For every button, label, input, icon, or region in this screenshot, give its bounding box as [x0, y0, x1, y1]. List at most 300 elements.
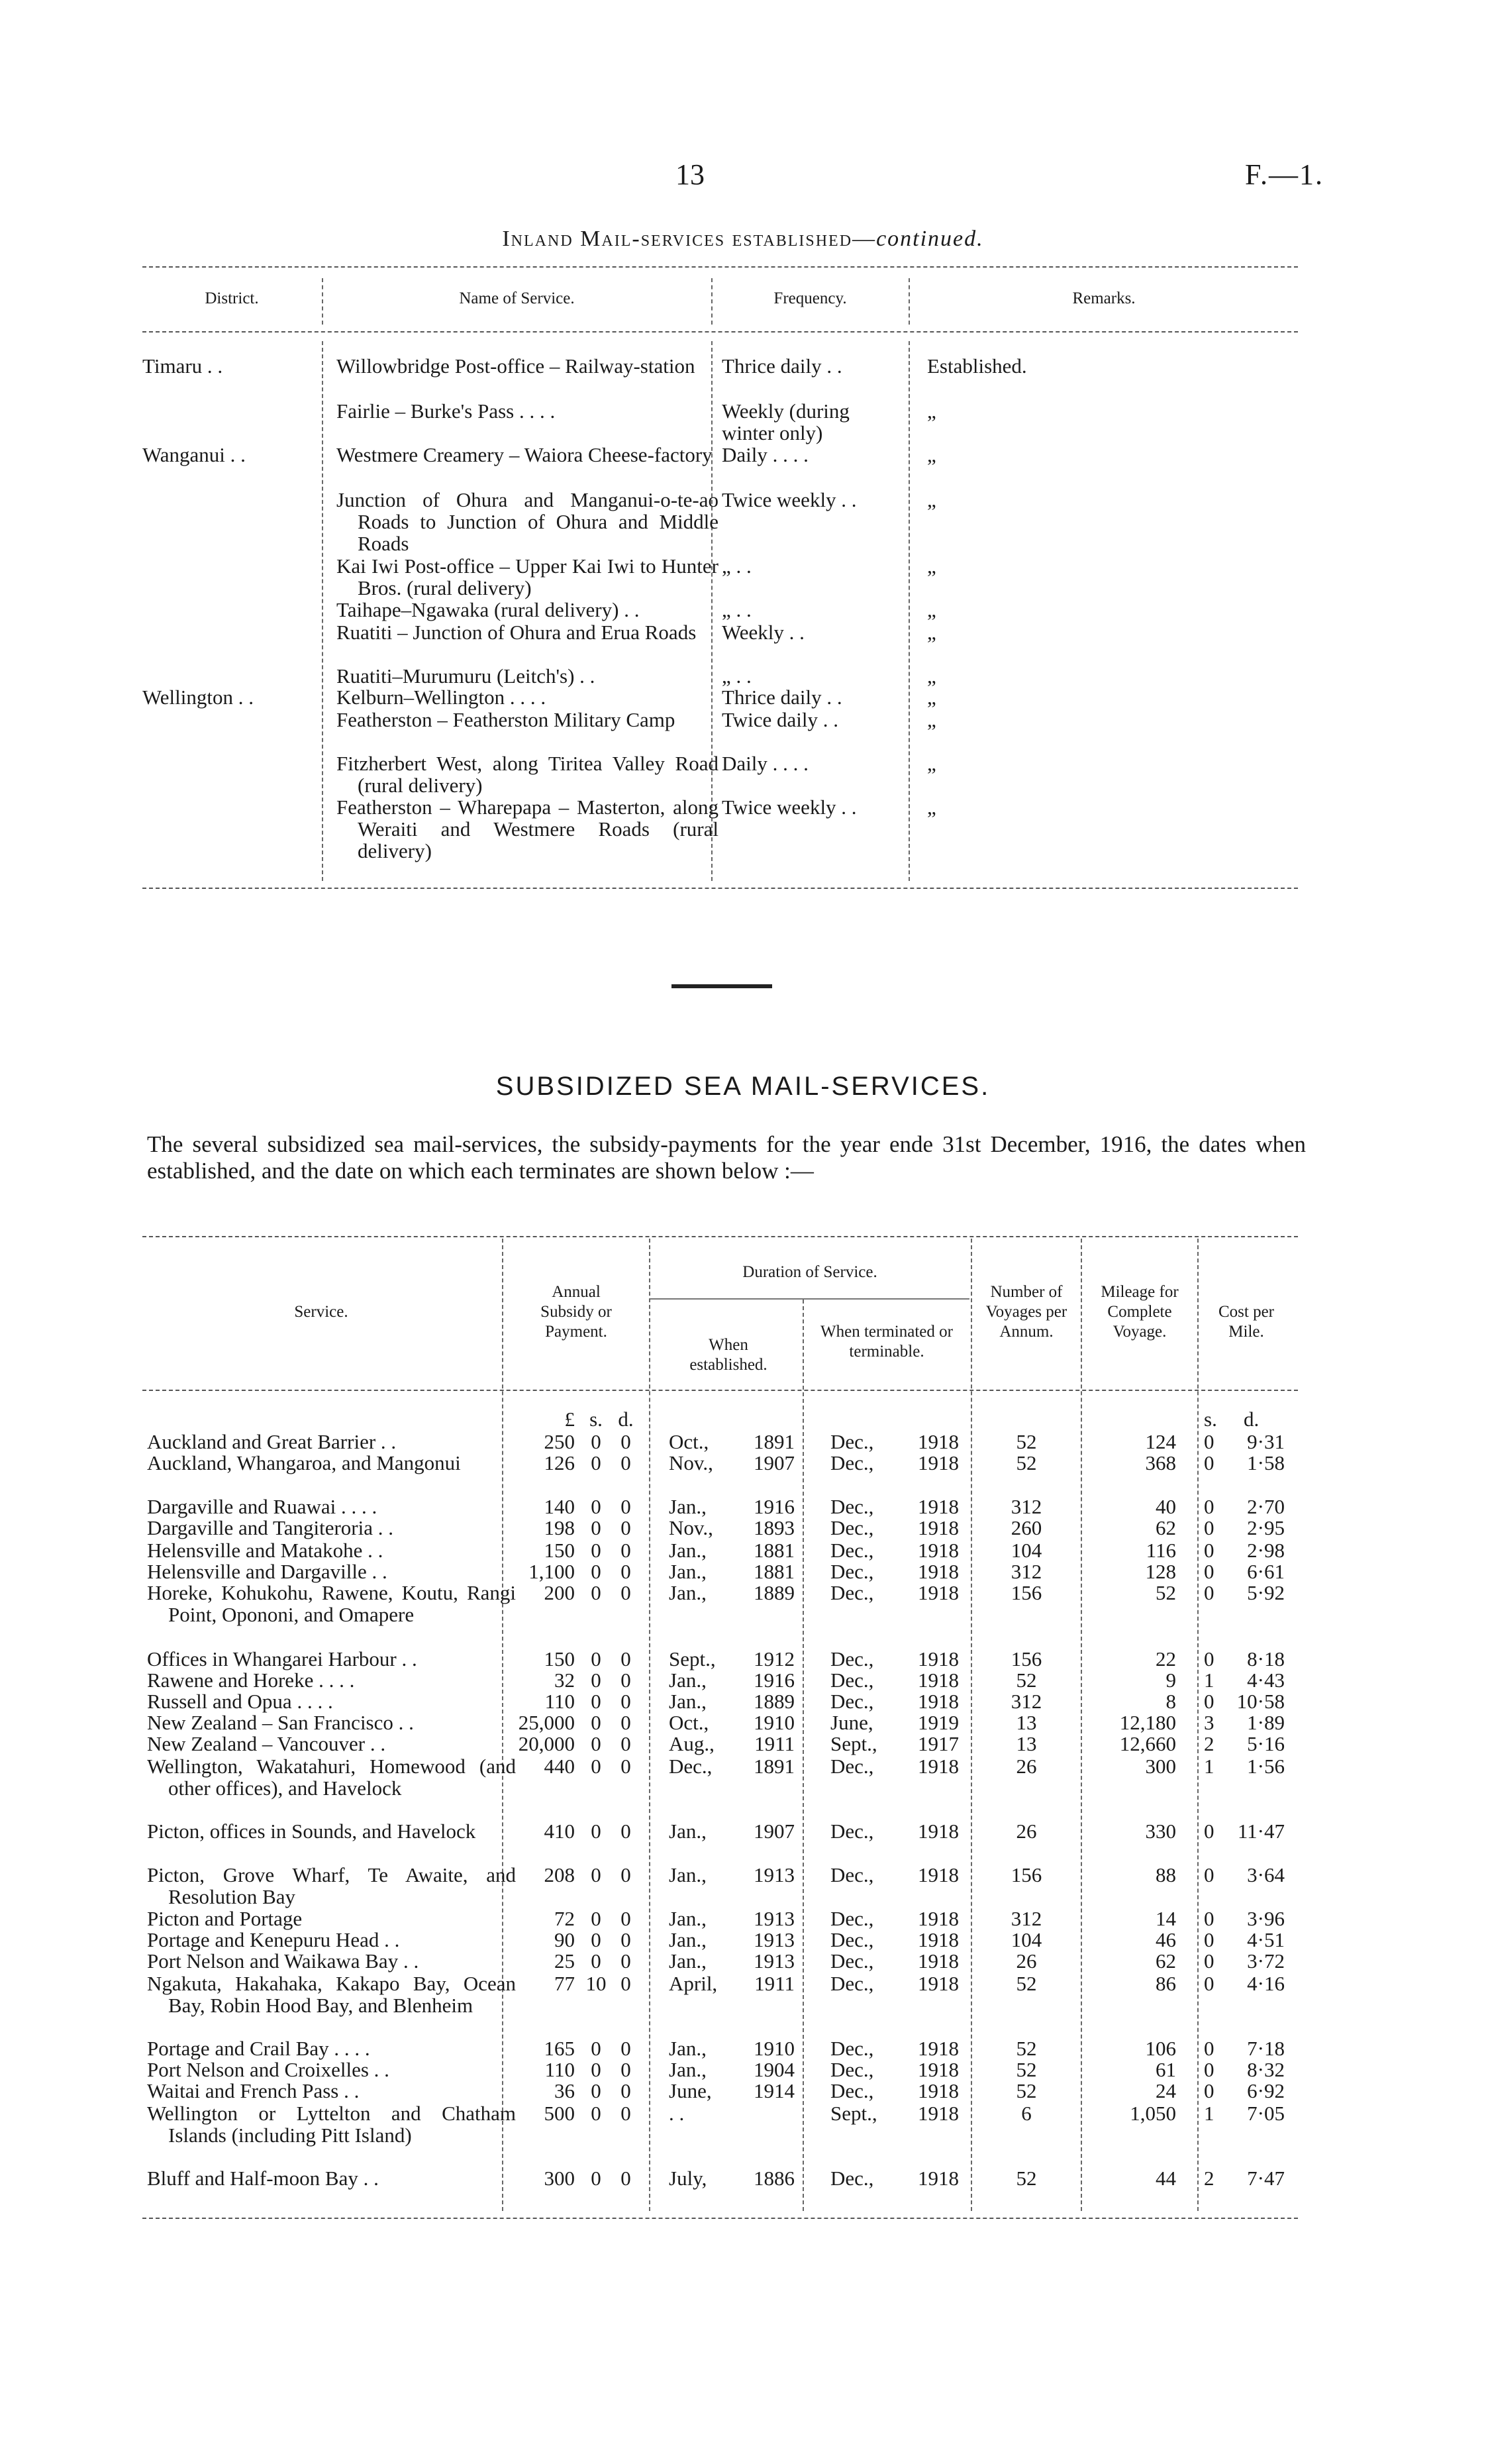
inland-row-frequency: Twice weekly . . — [722, 488, 857, 511]
sea-row-pounds: 110 — [544, 2058, 575, 2081]
sea-row-terminated-year: 1918 — [918, 1755, 959, 1778]
sea-row-voyages: 52 — [1016, 2058, 1037, 2081]
sea-row-terminated-year: 1918 — [918, 1820, 959, 1843]
sea-row-mileage: 12,660 — [1119, 1732, 1176, 1755]
sea-header-voyages: Number of Voyages per Annum. — [985, 1283, 1067, 1341]
sea-row-established-year: 1913 — [754, 1949, 795, 1973]
sea-row-terminated-month: Dec., — [830, 1863, 874, 1886]
sea-row-cost-pence: 2·95 — [1247, 1516, 1285, 1539]
sea-row-established-year: 1907 — [754, 1820, 795, 1843]
sea-row-cost-pence: 3·72 — [1247, 1949, 1285, 1973]
sea-row-established-month: Jan., — [669, 1820, 707, 1843]
inland-row-service: Kelburn–Wellington . . . . — [336, 686, 546, 709]
sea-row-cost-pence: 7·05 — [1247, 2102, 1285, 2125]
sea-row-established-year: 1914 — [754, 2079, 795, 2102]
sea-row-service: Helensville and Dargaville . . — [147, 1560, 387, 1583]
sea-row-voyages: 26 — [1016, 1820, 1037, 1843]
sea-row-cost-pence: 2·98 — [1247, 1539, 1285, 1562]
sea-row-terminated-year: 1919 — [918, 1711, 959, 1734]
sea-row-pounds: 200 — [544, 1581, 575, 1604]
sea-row-terminated-month: Dec., — [830, 1451, 874, 1474]
sea-row-voyages: 156 — [1011, 1863, 1042, 1886]
sea-row-service: Picton, offices in Sounds, and Havelock — [147, 1820, 476, 1843]
sea-row-cost-pence: 6·61 — [1247, 1560, 1285, 1583]
sea-top-rule — [142, 1236, 1298, 1237]
sea-row-cost-shillings: 0 — [1204, 1820, 1214, 1843]
sea-row-service: Wellington or Lyttelton and Chatham Islands (including Pitt Island) — [147, 2102, 516, 2147]
sea-row-terminated-year: 1918 — [918, 1451, 959, 1474]
sea-row-pounds: 500 — [544, 2102, 575, 2125]
sea-row-established-year: 1889 — [754, 1690, 795, 1713]
sea-row-established-month: Jan., — [669, 1668, 707, 1692]
sea-row-terminated-month: Dec., — [830, 1755, 874, 1778]
sea-row-pounds: 126 — [544, 1451, 575, 1474]
sea-row-terminated-month: Dec., — [830, 1560, 874, 1583]
inland-row-frequency: Twice weekly . . — [722, 796, 857, 819]
sea-row-shillings: 0 — [591, 1949, 601, 1973]
inland-row-service: Kai Iwi Post-office – Upper Kai Iwi to Hunter Bros. (rural delivery) — [336, 554, 718, 599]
unit-shillings: s. — [589, 1408, 603, 1431]
sea-row-cost-shillings: 0 — [1204, 1581, 1214, 1604]
sea-row-shillings: 0 — [591, 1560, 601, 1583]
sea-row-terminated-month: Dec., — [830, 1949, 874, 1973]
sea-row-terminated-year: 1918 — [918, 2058, 959, 2081]
sea-row-voyages: 52 — [1016, 2167, 1037, 2190]
sea-row-pounds: 36 — [554, 2079, 575, 2102]
sea-row-established-month: Jan., — [669, 1539, 707, 1562]
sea-row-voyages: 312 — [1011, 1560, 1042, 1583]
sea-duration-rule — [650, 1298, 969, 1300]
inland-row-remarks: „ — [927, 708, 936, 731]
sea-section-title: SUBSIDIZED SEA MAIL-SERVICES. — [495, 1072, 991, 1101]
sea-row-pence: 0 — [620, 1972, 631, 1995]
sea-row-service: Dargaville and Tangiteroria . . — [147, 1516, 393, 1539]
inland-row-service: Ruatiti – Junction of Ohura and Erua Roads — [336, 621, 697, 644]
sea-row-pence: 0 — [620, 1863, 631, 1886]
sea-row-voyages: 52 — [1016, 1668, 1037, 1692]
sea-row-pounds: 110 — [544, 1690, 575, 1713]
sea-row-established-month: Nov., — [669, 1516, 713, 1539]
sea-row-established-month: Jan., — [669, 1907, 707, 1930]
sea-row-mileage: 9 — [1165, 1668, 1176, 1692]
sea-row-established-month: Jan., — [669, 1863, 707, 1886]
sea-row-established-month: Jan., — [669, 2058, 707, 2081]
sea-row-service: Horeke, Kohukohu, Rawene, Koutu, Rangi Point, Opononi, and Omapere — [147, 1581, 516, 1626]
inland-col-divider — [322, 341, 323, 881]
sea-row-cost-shillings: 0 — [1204, 1907, 1214, 1930]
sea-row-cost-shillings: 2 — [1204, 2167, 1214, 2190]
inland-header-district: District. — [205, 289, 259, 307]
sea-row-mileage: 116 — [1146, 1539, 1176, 1562]
sea-row-voyages: 104 — [1011, 1928, 1042, 1951]
sea-row-established-month: Jan., — [669, 1928, 707, 1951]
sea-row-mileage: 86 — [1156, 1972, 1176, 1995]
sea-header-cost: Cost per Mile. — [1218, 1303, 1275, 1341]
sea-row-established-month: Oct., — [669, 1711, 709, 1734]
sea-row-shillings: 0 — [591, 1732, 601, 1755]
sea-row-established-month: Jan., — [669, 2037, 707, 2060]
inland-row-district: Timaru . . — [142, 354, 223, 378]
sea-row-established-year: 1893 — [754, 1516, 795, 1539]
sea-row-pounds: 25 — [554, 1949, 575, 1973]
sea-row-terminated-year: 1918 — [918, 2102, 959, 2125]
sea-row-pounds: 25,000 — [518, 1711, 575, 1734]
sea-row-established-month: Jan., — [669, 1690, 707, 1713]
sea-row-terminated-year: 1918 — [918, 1690, 959, 1713]
sea-row-pounds: 250 — [544, 1430, 575, 1453]
sea-row-pence: 0 — [620, 1516, 631, 1539]
sea-row-mileage: 40 — [1156, 1495, 1176, 1518]
inland-row-remarks: „ — [927, 443, 936, 466]
sea-row-voyages: 52 — [1016, 1430, 1037, 1453]
sea-row-service: Portage and Kenepuru Head . . — [147, 1928, 400, 1951]
inland-row-service: Fairlie – Burke's Pass . . . . — [336, 399, 556, 423]
sea-row-terminated-month: Dec., — [830, 2079, 874, 2102]
sea-row-pence: 0 — [620, 1647, 631, 1670]
sea-row-voyages: 13 — [1016, 1732, 1037, 1755]
sea-row-terminated-year: 1918 — [918, 1516, 959, 1539]
sea-row-cost-pence: 4·16 — [1247, 1972, 1285, 1995]
sea-header-mileage: Mileage for Complete Voyage. — [1101, 1283, 1179, 1341]
sea-row-mileage: 330 — [1145, 1820, 1176, 1843]
sea-row-shillings: 0 — [591, 1711, 601, 1734]
sea-row-pence: 0 — [620, 1451, 631, 1474]
sea-row-established-year: 1889 — [754, 1581, 795, 1604]
sea-row-established-month: Dec., — [669, 1755, 713, 1778]
sea-row-shillings: 0 — [591, 1495, 601, 1518]
sea-row-voyages: 52 — [1016, 1451, 1037, 1474]
sea-col-divider — [1081, 1239, 1082, 2211]
inland-row-frequency: Daily . . . . — [722, 443, 809, 466]
sea-row-pence: 0 — [620, 1690, 631, 1713]
inland-row-frequency: Weekly (during winter only) — [722, 399, 850, 444]
sea-row-pence: 0 — [620, 2037, 631, 2060]
inland-row-remarks: „ — [927, 796, 936, 819]
sea-row-pence: 0 — [620, 1581, 631, 1604]
inland-row-remarks: „ — [927, 686, 936, 709]
sea-row-shillings: 0 — [591, 2058, 601, 2081]
sea-row-established-month: Jan., — [669, 1495, 707, 1518]
page-reference: F.—1. — [1245, 158, 1324, 191]
inland-row-service: Ruatiti–Murumuru (Leitch's) . . — [336, 664, 595, 688]
sea-row-terminated-month: Dec., — [830, 2167, 874, 2190]
inland-row-remarks: „ — [927, 488, 936, 511]
sea-row-shillings: 0 — [591, 2167, 601, 2190]
sea-row-shillings: 0 — [591, 2102, 601, 2125]
sea-row-service: Russell and Opua . . . . — [147, 1690, 333, 1713]
sea-row-pence: 0 — [620, 2079, 631, 2102]
sea-row-pence: 0 — [620, 1755, 631, 1778]
inland-header-remarks: Remarks. — [1072, 289, 1136, 307]
sea-row-terminated-year: 1918 — [918, 2079, 959, 2102]
sea-row-terminated-month: Dec., — [830, 1430, 874, 1453]
sea-row-cost-shillings: 1 — [1204, 1668, 1214, 1692]
sea-row-mileage: 62 — [1156, 1516, 1176, 1539]
sea-row-cost-pence: 6·92 — [1247, 2079, 1285, 2102]
sea-row-terminated-month: Dec., — [830, 1495, 874, 1518]
inland-row-service: Westmere Creamery – Waiora Cheese-factory — [336, 443, 713, 466]
sea-row-terminated-month: Dec., — [830, 2037, 874, 2060]
sea-row-cost-pence: 5·92 — [1247, 1581, 1285, 1604]
sea-row-pence: 0 — [620, 1539, 631, 1562]
sea-row-terminated-year: 1918 — [918, 1907, 959, 1930]
sea-row-pounds: 208 — [544, 1863, 575, 1886]
sea-row-shillings: 0 — [591, 2079, 601, 2102]
sea-row-shillings: 0 — [591, 1928, 601, 1951]
sea-row-pounds: 165 — [544, 2037, 575, 2060]
sea-row-established-year: 1916 — [754, 1668, 795, 1692]
sea-row-established-year: 1910 — [754, 1711, 795, 1734]
sea-row-voyages: 52 — [1016, 1972, 1037, 1995]
sea-row-pounds: 440 — [544, 1755, 575, 1778]
sea-intro-paragraph: The several subsidized sea mail-services, the subsidy-payments for the year ende 31st December, 1916, the dates when established, and the date on which each terminates are shown below :— — [147, 1131, 1306, 1184]
unit-cost-pence: d. — [1244, 1408, 1260, 1431]
sea-row-shillings: 0 — [591, 1516, 601, 1539]
sea-row-service: Portage and Crail Bay . . . . — [147, 2037, 370, 2060]
sea-row-pence: 0 — [620, 1430, 631, 1453]
unit-cost-shillings: s. — [1204, 1408, 1217, 1431]
sea-row-terminated-month: June, — [830, 1711, 873, 1734]
sea-row-terminated-year: 1918 — [918, 1668, 959, 1692]
sea-row-service: Waitai and French Pass . . — [147, 2079, 360, 2102]
inland-row-frequency: „ . . — [722, 598, 752, 621]
sea-row-cost-shillings: 0 — [1204, 1972, 1214, 1995]
inland-row-remarks: „ — [927, 752, 936, 775]
sea-row-mileage: 61 — [1156, 2058, 1176, 2081]
sea-row-cost-shillings: 0 — [1204, 1451, 1214, 1474]
inland-title-text: Inland Mail-services established— — [502, 227, 877, 251]
sea-row-mileage: 62 — [1156, 1949, 1176, 1973]
sea-row-pounds: 198 — [544, 1516, 575, 1539]
sea-row-voyages: 312 — [1011, 1495, 1042, 1518]
sea-row-mileage: 52 — [1156, 1581, 1176, 1604]
sea-row-shillings: 0 — [591, 1539, 601, 1562]
sea-row-cost-shillings: 1 — [1204, 1755, 1214, 1778]
sea-row-mileage: 14 — [1156, 1907, 1176, 1930]
sea-header-duration: Duration of Service. — [742, 1263, 877, 1281]
sea-row-pence: 0 — [620, 1495, 631, 1518]
sea-row-mileage: 22 — [1156, 1647, 1176, 1670]
inland-row-remarks: „ — [927, 399, 936, 423]
sea-row-established-month: April, — [669, 1972, 718, 1995]
sea-row-voyages: 312 — [1011, 1907, 1042, 1930]
inland-table-title — [0, 227, 1486, 252]
sea-row-shillings: 0 — [591, 1647, 601, 1670]
sea-row-voyages: 104 — [1011, 1539, 1042, 1562]
sea-row-terminated-month: Dec., — [830, 1668, 874, 1692]
sea-row-cost-pence: 4·43 — [1247, 1668, 1285, 1692]
sea-row-terminated-year: 1918 — [918, 1647, 959, 1670]
sea-row-pounds: 32 — [554, 1668, 575, 1692]
sea-row-pounds: 300 — [544, 2167, 575, 2190]
sea-row-service: Wellington, Wakatahuri, Homewood (and other offices), and Havelock — [147, 1755, 516, 1800]
sea-row-mileage: 368 — [1145, 1451, 1176, 1474]
sea-row-established-month: June, — [669, 2079, 712, 2102]
sea-row-cost-shillings: 0 — [1204, 2079, 1214, 2102]
sea-row-terminated-month: Dec., — [830, 1539, 874, 1562]
inland-row-service: Willowbridge Post-office – Railway-station — [336, 354, 695, 378]
sea-row-established-month: Jan., — [669, 1560, 707, 1583]
sea-row-terminated-year: 1918 — [918, 1539, 959, 1562]
sea-row-shillings: 10 — [585, 1972, 607, 1995]
sea-row-established-year: 1881 — [754, 1539, 795, 1562]
sea-header-established: When established. — [689, 1336, 768, 1374]
sea-row-pence: 0 — [620, 1949, 631, 1973]
sea-row-cost-shillings: 2 — [1204, 1732, 1214, 1755]
sea-row-voyages: 156 — [1011, 1581, 1042, 1604]
sea-row-established-month: . . — [669, 2102, 685, 2125]
sea-row-pounds: 72 — [554, 1907, 575, 1930]
sea-row-pence: 0 — [620, 1668, 631, 1692]
sea-row-mileage: 300 — [1145, 1755, 1176, 1778]
sea-row-established-month: Sept., — [669, 1647, 716, 1670]
sea-row-mileage: 88 — [1156, 1863, 1176, 1886]
sea-row-established-year: 1912 — [754, 1647, 795, 1670]
inland-row-remarks: „ — [927, 554, 936, 578]
sea-row-terminated-month: Sept., — [830, 2102, 877, 2125]
sea-row-established-month: Oct., — [669, 1430, 709, 1453]
sea-row-established-year: 1907 — [754, 1451, 795, 1474]
sea-row-pounds: 1,100 — [528, 1560, 575, 1583]
sea-row-terminated-month: Dec., — [830, 1972, 874, 1995]
sea-row-established-month: Aug., — [669, 1732, 715, 1755]
sea-row-shillings: 0 — [591, 1451, 601, 1474]
sea-row-service: Bluff and Half-moon Bay . . — [147, 2167, 379, 2190]
sea-row-voyages: 260 — [1011, 1516, 1042, 1539]
inland-col-divider — [909, 341, 910, 881]
sea-row-voyages: 26 — [1016, 1949, 1037, 1973]
sea-row-established-year: 1886 — [754, 2167, 795, 2190]
inland-row-frequency: Thrice daily . . — [722, 686, 842, 709]
sea-row-cost-shillings: 0 — [1204, 1495, 1214, 1518]
sea-row-service: Helensville and Matakohe . . — [147, 1539, 383, 1562]
sea-header-rule — [142, 1390, 1298, 1391]
sea-col-divider — [971, 1239, 972, 2211]
sea-row-voyages: 52 — [1016, 2079, 1037, 2102]
sea-row-established-year: 1891 — [754, 1755, 795, 1778]
sea-row-cost-shillings: 0 — [1204, 1928, 1214, 1951]
inland-row-frequency: „ . . — [722, 664, 752, 688]
sea-col-divider — [1197, 1239, 1199, 2211]
sea-row-pence: 0 — [620, 1820, 631, 1843]
sea-row-cost-pence: 2·70 — [1247, 1495, 1285, 1518]
sea-row-cost-pence: 1·56 — [1247, 1755, 1285, 1778]
sea-row-terminated-month: Dec., — [830, 1647, 874, 1670]
sea-row-service: Port Nelson and Croixelles . . — [147, 2058, 389, 2081]
inland-row-frequency: Weekly . . — [722, 621, 805, 644]
sea-row-cost-pence: 10·58 — [1236, 1690, 1285, 1713]
sea-row-terminated-year: 1918 — [918, 1928, 959, 1951]
inland-title-suffix: continued. — [876, 227, 984, 251]
unit-pence: d. — [618, 1408, 634, 1431]
sea-row-cost-pence: 3·96 — [1247, 1907, 1285, 1930]
sea-row-service: New Zealand – Vancouver . . — [147, 1732, 386, 1755]
sea-row-established-year: 1913 — [754, 1863, 795, 1886]
inland-row-district: Wellington . . — [142, 686, 254, 709]
inland-header-service: Name of Service. — [459, 289, 575, 307]
sea-row-cost-pence: 7·47 — [1247, 2167, 1285, 2190]
sea-row-shillings: 0 — [591, 1690, 601, 1713]
sea-row-service: Ngakuta, Hakahaka, Kakapo Bay, Ocean Bay, Robin Hood Bay, and Blenheim — [147, 1972, 516, 2017]
sea-row-cost-shillings: 0 — [1204, 1647, 1214, 1670]
sea-row-mileage: 124 — [1145, 1430, 1176, 1453]
sea-header-service: Service. — [294, 1303, 348, 1321]
inland-row-remarks: Established. — [927, 354, 1027, 378]
inland-header-rule — [142, 331, 1298, 333]
inland-row-frequency: Daily . . . . — [722, 752, 809, 775]
sea-row-established-year: 1881 — [754, 1560, 795, 1583]
sea-row-established-year: 1911 — [754, 1732, 795, 1755]
sea-row-terminated-year: 1918 — [918, 1560, 959, 1583]
sea-col-divider — [649, 1239, 650, 2211]
sea-row-cost-pence: 4·51 — [1247, 1928, 1285, 1951]
sea-row-established-year: 1891 — [754, 1430, 795, 1453]
section-separator-rule — [671, 984, 772, 988]
sea-row-established-month: July, — [669, 2167, 707, 2190]
sea-row-pounds: 90 — [554, 1928, 575, 1951]
sea-row-cost-shillings: 1 — [1204, 2102, 1214, 2125]
sea-row-service: Picton and Portage — [147, 1907, 303, 1930]
sea-row-established-year: 1904 — [754, 2058, 795, 2081]
sea-bottom-rule — [142, 2218, 1298, 2219]
sea-row-mileage: 106 — [1145, 2037, 1176, 2060]
sea-row-shillings: 0 — [591, 1668, 601, 1692]
sea-row-shillings: 0 — [591, 1907, 601, 1930]
sea-row-established-year: 1910 — [754, 2037, 795, 2060]
sea-row-terminated-month: Dec., — [830, 1581, 874, 1604]
sea-row-shillings: 0 — [591, 1820, 601, 1843]
inland-row-frequency: Twice daily . . — [722, 708, 839, 731]
sea-row-cost-pence: 1·58 — [1247, 1451, 1285, 1474]
sea-row-established-year: 1916 — [754, 1495, 795, 1518]
sea-row-cost-shillings: 0 — [1204, 1516, 1214, 1539]
sea-row-pounds: 140 — [544, 1495, 575, 1518]
sea-row-mileage: 46 — [1156, 1928, 1176, 1951]
sea-row-service: New Zealand – San Francisco . . — [147, 1711, 414, 1734]
sea-row-shillings: 0 — [591, 1863, 601, 1886]
sea-row-pence: 0 — [620, 1928, 631, 1951]
sea-row-terminated-month: Dec., — [830, 1928, 874, 1951]
sea-row-cost-pence: 3·64 — [1247, 1863, 1285, 1886]
sea-col-divider — [803, 1300, 804, 2211]
sea-row-service: Offices in Whangarei Harbour . . — [147, 1647, 417, 1670]
sea-row-mileage: 24 — [1156, 2079, 1176, 2102]
sea-row-established-month: Jan., — [669, 1581, 707, 1604]
sea-header-terminated: When terminated or terminable. — [820, 1323, 953, 1360]
sea-row-cost-pence: 9·31 — [1247, 1430, 1285, 1453]
sea-row-cost-shillings: 0 — [1204, 2037, 1214, 2060]
inland-row-remarks: „ — [927, 621, 936, 644]
sea-row-terminated-year: 1917 — [918, 1732, 959, 1755]
sea-row-service: Auckland, Whangaroa, and Mangonui — [147, 1451, 461, 1474]
inland-row-service: Featherston – Featherston Military Camp — [336, 708, 675, 731]
sea-row-pounds: 150 — [544, 1647, 575, 1670]
sea-row-service: Auckland and Great Barrier . . — [147, 1430, 397, 1453]
inland-row-service: Taihape–Ngawaka (rural delivery) . . — [336, 598, 640, 621]
sea-row-terminated-month: Dec., — [830, 1690, 874, 1713]
sea-row-established-month: Nov., — [669, 1451, 713, 1474]
sea-row-terminated-year: 1918 — [918, 1581, 959, 1604]
sea-row-terminated-month: Dec., — [830, 1820, 874, 1843]
sea-row-cost-shillings: 0 — [1204, 1949, 1214, 1973]
sea-row-established-month: Jan., — [669, 1949, 707, 1973]
sea-row-mileage: 44 — [1156, 2167, 1176, 2190]
inland-row-service: Fitzherbert West, along Tiritea Valley Road (rural delivery) — [336, 752, 718, 797]
inland-top-rule — [142, 266, 1298, 268]
sea-row-established-year: 1913 — [754, 1907, 795, 1930]
sea-row-pounds: 150 — [544, 1539, 575, 1562]
inland-row-district: Wanganui . . — [142, 443, 246, 466]
